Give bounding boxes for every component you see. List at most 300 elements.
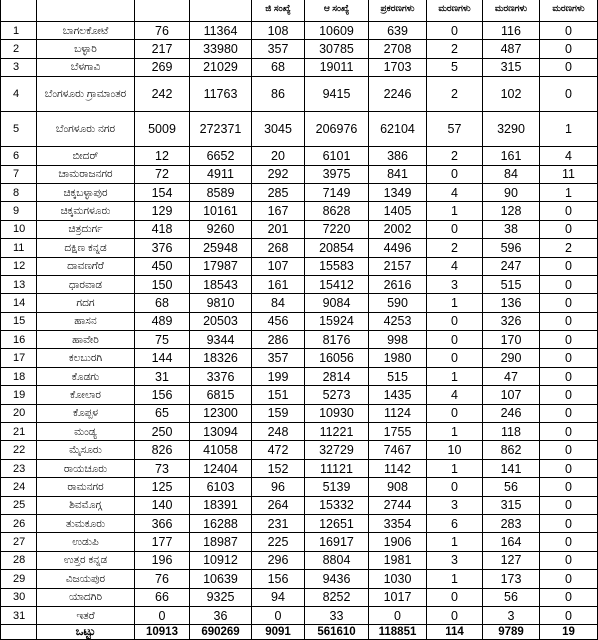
col9-cell: 118 xyxy=(483,423,540,441)
serial-cell: 25 xyxy=(1,496,37,514)
col6-cell: 15924 xyxy=(305,312,369,330)
col5-cell: 161 xyxy=(252,275,305,293)
district-cell: ಬೆಂಗಳೂರು ನಗರ xyxy=(37,112,135,147)
col3-cell: 73 xyxy=(135,459,190,477)
col7-cell: 1142 xyxy=(369,459,427,477)
col6-cell: 7149 xyxy=(305,183,369,201)
header-cell: ಮರಣಗಳು xyxy=(427,0,483,22)
district-cell: ಇತರೆ xyxy=(37,606,135,624)
col3-cell: 154 xyxy=(135,183,190,201)
col3-cell: 366 xyxy=(135,514,190,532)
col5-cell: 68 xyxy=(252,58,305,76)
col5-cell: 152 xyxy=(252,459,305,477)
col10-cell: 0 xyxy=(540,459,598,477)
col10-cell: 0 xyxy=(540,367,598,385)
serial-cell: 15 xyxy=(1,312,37,330)
serial-cell: 27 xyxy=(1,533,37,551)
col10-cell: 0 xyxy=(540,514,598,532)
col4-cell: 12404 xyxy=(190,459,252,477)
district-cell: ವಿಜಯಪುರ xyxy=(37,570,135,588)
col9-cell: 136 xyxy=(483,294,540,312)
col8-cell: 0 xyxy=(427,349,483,367)
col4-cell: 10912 xyxy=(190,551,252,569)
col3-cell: 140 xyxy=(135,496,190,514)
col3-cell: 76 xyxy=(135,22,190,40)
col9-cell: 596 xyxy=(483,239,540,257)
total-cell: 9091 xyxy=(252,625,305,640)
district-cell: ಚಿಕ್ಕಮಗಳೂರು xyxy=(37,202,135,220)
col9-cell: 3 xyxy=(483,606,540,624)
col6-cell: 32729 xyxy=(305,441,369,459)
col6-cell: 11221 xyxy=(305,423,369,441)
col5-cell: 248 xyxy=(252,423,305,441)
col9-cell: 102 xyxy=(483,77,540,112)
header-cell xyxy=(135,0,190,22)
col6-cell: 206976 xyxy=(305,112,369,147)
col10-cell: 1 xyxy=(540,112,598,147)
col3-cell: 66 xyxy=(135,588,190,606)
total-row xyxy=(1,625,598,640)
col7-cell: 2157 xyxy=(369,257,427,275)
district-cell: ಶಿವಮೊಗ್ಗ xyxy=(37,496,135,514)
serial-cell: 26 xyxy=(1,514,37,532)
col6-cell: 8628 xyxy=(305,202,369,220)
table-row xyxy=(1,514,598,532)
district-cell: ಮೈಸೂರು xyxy=(37,441,135,459)
col5-cell: 84 xyxy=(252,294,305,312)
col4-cell: 9325 xyxy=(190,588,252,606)
header-cell: ಪ್ರಕರಣಗಳು xyxy=(369,0,427,22)
col10-cell: 0 xyxy=(540,275,598,293)
header-cell xyxy=(37,0,135,22)
col10-cell: 0 xyxy=(540,606,598,624)
table-row xyxy=(1,22,598,40)
district-cell: ಗದಗ xyxy=(37,294,135,312)
district-cell: ಕೊಡಗು xyxy=(37,367,135,385)
table-row xyxy=(1,294,598,312)
col4-cell: 11763 xyxy=(190,77,252,112)
col4-cell: 41058 xyxy=(190,441,252,459)
col4-cell: 6815 xyxy=(190,386,252,404)
serial-cell: 30 xyxy=(1,588,37,606)
col6-cell: 16056 xyxy=(305,349,369,367)
table-row xyxy=(1,202,598,220)
header-cell xyxy=(1,0,37,22)
col3-cell: 156 xyxy=(135,386,190,404)
district-cell: ಚಿಕ್ಕಬಳ್ಳಾಪುರ xyxy=(37,183,135,201)
col3-cell: 250 xyxy=(135,423,190,441)
district-cell: ಕೊಪ್ಪಳ xyxy=(37,404,135,422)
col7-cell: 2744 xyxy=(369,496,427,514)
col5-cell: 357 xyxy=(252,40,305,58)
col4-cell: 12300 xyxy=(190,404,252,422)
col5-cell: 108 xyxy=(252,22,305,40)
col8-cell: 0 xyxy=(427,588,483,606)
table-row xyxy=(1,349,598,367)
total-cell: 118851 xyxy=(369,625,427,640)
col5-cell: 231 xyxy=(252,514,305,532)
col5-cell: 107 xyxy=(252,257,305,275)
col9-cell: 326 xyxy=(483,312,540,330)
col9-cell: 56 xyxy=(483,478,540,496)
col8-cell: 0 xyxy=(427,478,483,496)
col3-cell: 75 xyxy=(135,331,190,349)
serial-cell: 16 xyxy=(1,331,37,349)
district-cell: ಬಳ್ಳಾರಿ xyxy=(37,40,135,58)
col5-cell: 225 xyxy=(252,533,305,551)
col8-cell: 1 xyxy=(427,423,483,441)
table-row xyxy=(1,183,598,201)
col7-cell: 3354 xyxy=(369,514,427,532)
col9-cell: 246 xyxy=(483,404,540,422)
total-cell: 114 xyxy=(427,625,483,640)
col10-cell: 0 xyxy=(540,58,598,76)
serial-cell: 3 xyxy=(1,58,37,76)
col8-cell: 3 xyxy=(427,551,483,569)
table-row xyxy=(1,551,598,569)
col9-cell: 247 xyxy=(483,257,540,275)
col3-cell: 196 xyxy=(135,551,190,569)
col5-cell: 199 xyxy=(252,367,305,385)
col8-cell: 1 xyxy=(427,367,483,385)
district-cell: ಕಲಬುರಗಿ xyxy=(37,349,135,367)
col3-cell: 31 xyxy=(135,367,190,385)
col10-cell: 0 xyxy=(540,423,598,441)
col10-cell: 0 xyxy=(540,77,598,112)
district-cell: ಬಾಗಲಕೋಟೆ xyxy=(37,22,135,40)
col4-cell: 25948 xyxy=(190,239,252,257)
col7-cell: 1405 xyxy=(369,202,427,220)
col5-cell: 357 xyxy=(252,349,305,367)
col4-cell: 272371 xyxy=(190,112,252,147)
col6-cell: 8252 xyxy=(305,588,369,606)
col6-cell: 8176 xyxy=(305,331,369,349)
serial-cell: 7 xyxy=(1,165,37,183)
col4-cell: 18326 xyxy=(190,349,252,367)
header-cell: ಮರಣಗಳು xyxy=(540,0,598,22)
district-cell: ಮಂಡ್ಯ xyxy=(37,423,135,441)
table-row xyxy=(1,496,598,514)
col8-cell: 0 xyxy=(427,331,483,349)
serial-cell: 2 xyxy=(1,40,37,58)
col3-cell: 129 xyxy=(135,202,190,220)
col10-cell: 0 xyxy=(540,312,598,330)
col4-cell: 9260 xyxy=(190,220,252,238)
col4-cell: 17987 xyxy=(190,257,252,275)
col9-cell: 173 xyxy=(483,570,540,588)
col7-cell: 1124 xyxy=(369,404,427,422)
total-cell xyxy=(1,625,37,640)
col4-cell: 10161 xyxy=(190,202,252,220)
col10-cell: 0 xyxy=(540,496,598,514)
col6-cell: 15583 xyxy=(305,257,369,275)
col7-cell: 1980 xyxy=(369,349,427,367)
col8-cell: 10 xyxy=(427,441,483,459)
district-cell: ರಾಯಚೂರು xyxy=(37,459,135,477)
col9-cell: 56 xyxy=(483,588,540,606)
col3-cell: 5009 xyxy=(135,112,190,147)
col10-cell: 2 xyxy=(540,239,598,257)
col7-cell: 1703 xyxy=(369,58,427,76)
serial-cell: 28 xyxy=(1,551,37,569)
district-cell: ದಾವಣಗೆರೆ xyxy=(37,257,135,275)
serial-cell: 23 xyxy=(1,459,37,477)
table-row xyxy=(1,533,598,551)
col8-cell: 1 xyxy=(427,459,483,477)
header-cell: ಜಿ ಸಂಖ್ಯೆ xyxy=(252,0,305,22)
col5-cell: 159 xyxy=(252,404,305,422)
col3-cell: 144 xyxy=(135,349,190,367)
col9-cell: 141 xyxy=(483,459,540,477)
col8-cell: 0 xyxy=(427,22,483,40)
col5-cell: 3045 xyxy=(252,112,305,147)
table-body xyxy=(1,22,598,640)
col4-cell: 11364 xyxy=(190,22,252,40)
col3-cell: 489 xyxy=(135,312,190,330)
col9-cell: 515 xyxy=(483,275,540,293)
col10-cell: 0 xyxy=(540,202,598,220)
col6-cell: 11121 xyxy=(305,459,369,477)
col3-cell: 12 xyxy=(135,147,190,165)
col5-cell: 472 xyxy=(252,441,305,459)
table-row xyxy=(1,459,598,477)
table-row xyxy=(1,275,598,293)
table-row xyxy=(1,257,598,275)
col10-cell: 0 xyxy=(540,349,598,367)
col6-cell: 8804 xyxy=(305,551,369,569)
col3-cell: 125 xyxy=(135,478,190,496)
col5-cell: 96 xyxy=(252,478,305,496)
col6-cell: 5139 xyxy=(305,478,369,496)
serial-cell: 12 xyxy=(1,257,37,275)
col8-cell: 1 xyxy=(427,202,483,220)
col10-cell: 0 xyxy=(540,40,598,58)
col8-cell: 0 xyxy=(427,312,483,330)
col10-cell: 1 xyxy=(540,183,598,201)
table-row xyxy=(1,331,598,349)
col7-cell: 1906 xyxy=(369,533,427,551)
col4-cell: 33980 xyxy=(190,40,252,58)
col4-cell: 3376 xyxy=(190,367,252,385)
col4-cell: 9344 xyxy=(190,331,252,349)
col8-cell: 0 xyxy=(427,404,483,422)
col6-cell: 20854 xyxy=(305,239,369,257)
district-cell: ಹಾವೇರಿ xyxy=(37,331,135,349)
col10-cell: 0 xyxy=(540,22,598,40)
col7-cell: 2246 xyxy=(369,77,427,112)
col7-cell: 62104 xyxy=(369,112,427,147)
serial-cell: 1 xyxy=(1,22,37,40)
col5-cell: 20 xyxy=(252,147,305,165)
col6-cell: 2814 xyxy=(305,367,369,385)
col4-cell: 6103 xyxy=(190,478,252,496)
col8-cell: 1 xyxy=(427,570,483,588)
col9-cell: 127 xyxy=(483,551,540,569)
district-cell: ಬೆಳಗಾವಿ xyxy=(37,58,135,76)
col8-cell: 0 xyxy=(427,165,483,183)
district-cell: ಉಡುಪಿ xyxy=(37,533,135,551)
serial-cell: 18 xyxy=(1,367,37,385)
col4-cell: 6652 xyxy=(190,147,252,165)
serial-cell: 24 xyxy=(1,478,37,496)
col8-cell: 2 xyxy=(427,40,483,58)
col4-cell: 8589 xyxy=(190,183,252,201)
serial-cell: 9 xyxy=(1,202,37,220)
table-row xyxy=(1,588,598,606)
col10-cell: 0 xyxy=(540,331,598,349)
serial-cell: 8 xyxy=(1,183,37,201)
col5-cell: 268 xyxy=(252,239,305,257)
col7-cell: 908 xyxy=(369,478,427,496)
serial-cell: 20 xyxy=(1,404,37,422)
table-row xyxy=(1,165,598,183)
col9-cell: 3290 xyxy=(483,112,540,147)
table-row xyxy=(1,220,598,238)
col3-cell: 242 xyxy=(135,77,190,112)
col7-cell: 7467 xyxy=(369,441,427,459)
col8-cell: 4 xyxy=(427,386,483,404)
table-row xyxy=(1,606,598,624)
col8-cell: 0 xyxy=(427,220,483,238)
col3-cell: 65 xyxy=(135,404,190,422)
col7-cell: 639 xyxy=(369,22,427,40)
col10-cell: 0 xyxy=(540,478,598,496)
col7-cell: 2002 xyxy=(369,220,427,238)
col9-cell: 862 xyxy=(483,441,540,459)
serial-cell: 19 xyxy=(1,386,37,404)
col8-cell: 3 xyxy=(427,275,483,293)
col10-cell: 0 xyxy=(540,570,598,588)
col6-cell: 6101 xyxy=(305,147,369,165)
total-cell: 690269 xyxy=(190,625,252,640)
col4-cell: 20503 xyxy=(190,312,252,330)
header-cell: ಆ ಸಂಖ್ಯೆ xyxy=(305,0,369,22)
col5-cell: 285 xyxy=(252,183,305,201)
col6-cell: 19011 xyxy=(305,58,369,76)
serial-cell: 29 xyxy=(1,570,37,588)
col7-cell: 2708 xyxy=(369,40,427,58)
table-row xyxy=(1,147,598,165)
col6-cell: 3975 xyxy=(305,165,369,183)
col8-cell: 4 xyxy=(427,257,483,275)
col6-cell: 9436 xyxy=(305,570,369,588)
col7-cell: 1349 xyxy=(369,183,427,201)
header-cell xyxy=(190,0,252,22)
col9-cell: 283 xyxy=(483,514,540,532)
district-cell: ಚಿತ್ರದುರ್ಗ xyxy=(37,220,135,238)
serial-cell: 5 xyxy=(1,112,37,147)
col5-cell: 86 xyxy=(252,77,305,112)
col6-cell: 10609 xyxy=(305,22,369,40)
col8-cell: 2 xyxy=(427,239,483,257)
col3-cell: 150 xyxy=(135,275,190,293)
col9-cell: 164 xyxy=(483,533,540,551)
col6-cell: 7220 xyxy=(305,220,369,238)
col3-cell: 418 xyxy=(135,220,190,238)
col9-cell: 90 xyxy=(483,183,540,201)
col4-cell: 13094 xyxy=(190,423,252,441)
col5-cell: 264 xyxy=(252,496,305,514)
header-row xyxy=(1,0,598,22)
col9-cell: 38 xyxy=(483,220,540,238)
table-row xyxy=(1,367,598,385)
table-row xyxy=(1,478,598,496)
col9-cell: 290 xyxy=(483,349,540,367)
col7-cell: 2616 xyxy=(369,275,427,293)
col6-cell: 10930 xyxy=(305,404,369,422)
col5-cell: 292 xyxy=(252,165,305,183)
total-cell: 19 xyxy=(540,625,598,640)
col4-cell: 16288 xyxy=(190,514,252,532)
col7-cell: 0 xyxy=(369,606,427,624)
col8-cell: 0 xyxy=(427,606,483,624)
col9-cell: 107 xyxy=(483,386,540,404)
total-cell: 9789 xyxy=(483,625,540,640)
col5-cell: 456 xyxy=(252,312,305,330)
col9-cell: 47 xyxy=(483,367,540,385)
col3-cell: 217 xyxy=(135,40,190,58)
col3-cell: 76 xyxy=(135,570,190,588)
table-row xyxy=(1,77,598,112)
district-cell: ಹಾಸನ xyxy=(37,312,135,330)
table-row xyxy=(1,239,598,257)
col5-cell: 167 xyxy=(252,202,305,220)
col6-cell: 5273 xyxy=(305,386,369,404)
col5-cell: 151 xyxy=(252,386,305,404)
col4-cell: 10639 xyxy=(190,570,252,588)
total-cell: 10913 xyxy=(135,625,190,640)
serial-cell: 14 xyxy=(1,294,37,312)
col9-cell: 315 xyxy=(483,58,540,76)
serial-cell: 4 xyxy=(1,77,37,112)
col3-cell: 826 xyxy=(135,441,190,459)
col6-cell: 15332 xyxy=(305,496,369,514)
serial-cell: 22 xyxy=(1,441,37,459)
serial-cell: 13 xyxy=(1,275,37,293)
col7-cell: 590 xyxy=(369,294,427,312)
col8-cell: 1 xyxy=(427,533,483,551)
col5-cell: 0 xyxy=(252,606,305,624)
col4-cell: 4911 xyxy=(190,165,252,183)
col3-cell: 68 xyxy=(135,294,190,312)
table-row xyxy=(1,386,598,404)
col6-cell: 12651 xyxy=(305,514,369,532)
col8-cell: 5 xyxy=(427,58,483,76)
col7-cell: 1017 xyxy=(369,588,427,606)
col10-cell: 4 xyxy=(540,147,598,165)
col8-cell: 2 xyxy=(427,147,483,165)
col3-cell: 177 xyxy=(135,533,190,551)
col6-cell: 9415 xyxy=(305,77,369,112)
col10-cell: 0 xyxy=(540,551,598,569)
col4-cell: 9810 xyxy=(190,294,252,312)
col7-cell: 1435 xyxy=(369,386,427,404)
col7-cell: 386 xyxy=(369,147,427,165)
col7-cell: 998 xyxy=(369,331,427,349)
col7-cell: 515 xyxy=(369,367,427,385)
col5-cell: 94 xyxy=(252,588,305,606)
col10-cell: 0 xyxy=(540,588,598,606)
col9-cell: 487 xyxy=(483,40,540,58)
table-row xyxy=(1,112,598,147)
col10-cell: 0 xyxy=(540,257,598,275)
col4-cell: 36 xyxy=(190,606,252,624)
col7-cell: 1981 xyxy=(369,551,427,569)
col4-cell: 18987 xyxy=(190,533,252,551)
col8-cell: 3 xyxy=(427,496,483,514)
col8-cell: 4 xyxy=(427,183,483,201)
district-cell: ರಾಮನಗರ xyxy=(37,478,135,496)
